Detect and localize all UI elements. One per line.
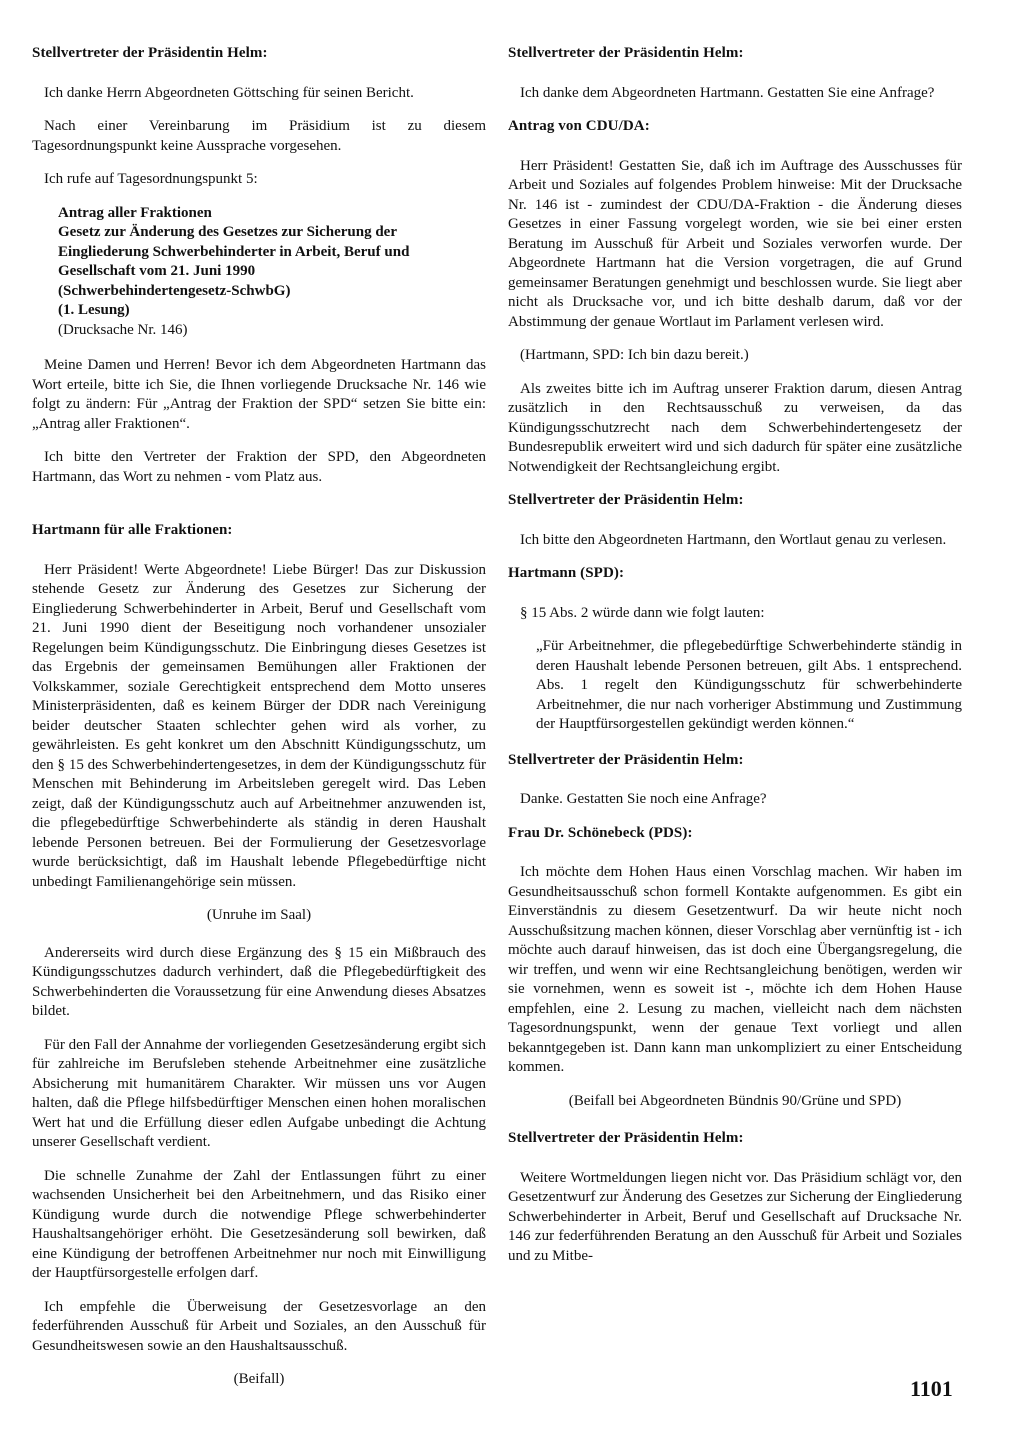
paragraph: Ich empfehle die Überweisung der Gesetzesvorlage an den federführenden Ausschuß für Arbeit und Soziales, an den Ausschuß für Gesundheitswesen sowie an den Haushaltsausschuß. [32, 1298, 486, 1354]
motion-reading: (1. Lesung) [58, 302, 130, 318]
paragraph: Ich danke Herrn Abgeordneten Göttsching für seinen Bericht. [44, 84, 414, 101]
paragraph: Andererseits wird durch diese Ergänzung des § 15 ein Mißbrauch des Kündigungsschutzes dadurch verhindert, daß die Pflegebedürftigkeit des Schwerbehinderten die Voraussetzung für eine Anwendung dieses Absatzes bildet. [32, 944, 486, 1019]
speaker-heading: Stellvertreter der Präsidentin Helm: [508, 751, 744, 768]
speaker-heading: Stellvertreter der Präsidentin Helm: [508, 45, 744, 61]
paragraph: Ich rufe auf Tagesordnungspunkt 5: [44, 171, 258, 187]
speaker-heading: Frau Dr. Schönebeck (PDS): [508, 824, 693, 841]
paragraph: Ich bitte den Abgeordneten Hartmann, den Wortlaut genau zu verlesen. [520, 531, 947, 548]
paragraph: Ich bitte den Vertreter der Fraktion der SPD, den Abgeordneten Hartmann, das Wort zu nehmen - vom Platz aus. [32, 449, 486, 485]
motion-law-abbrev: (Schwerbehindertengesetz-SchwbG) [58, 282, 291, 299]
page-number: 1101 [910, 1376, 953, 1401]
paragraph: Nach einer Vereinbarung im Präsidium ist zu diesem Tagesordnungspunkt keine Aussprache vorgesehen. [32, 118, 486, 154]
interjection: (Unruhe im Saal) [206, 907, 312, 923]
speaker-heading: Hartmann (SPD): [508, 565, 625, 581]
paragraph: Ich möchte dem Hohen Haus einen Vorschlag machen. Wir haben im Gesundheitsausschuß schon formell Kontakte aufgenommen. Es gibt ein Einverständnis zu diesem Gesetzentwurf. Da wir heute nicht noch Ausschußsitzung machen können, dieser Vorschlag aber vernünftig ist - ich möchte auch darauf hinweisen, das ist doch eine Übergangsregelung, die wir treffen, und wenn wir eine Rechtsangleichung benötigen, werden wir sie vornehmen, wenn es soweit ist -, möchte ich dem Hohen Hause empfehlen, eine 2. Lesung zu machen, vielleicht nach dem nächsten Tagesordnungspunkt, wenn der genaue Text vorliegt und allen bekanntgegeben ist. Dann kann man unkompliziert zu einer Entscheidung kommen. [508, 864, 962, 1075]
speaker-heading: Antrag von CDU/DA: [508, 118, 650, 134]
interjection: (Hartmann, SPD: Ich bin dazu bereit.) [520, 347, 749, 363]
paragraph: § 15 Abs. 2 würde dann wie folgt lauten: [520, 604, 765, 621]
interjection: (Beifall) [233, 1371, 285, 1387]
speaker-heading: Hartmann für alle Fraktionen: [32, 522, 233, 538]
speaker-heading: Stellvertreter der Präsidentin Helm: [508, 492, 744, 508]
paragraph: Die schnelle Zunahme der Zahl der Entlassungen führt zu einer wachsenden Unsicherheit bei den Arbeitnehmern, und das Risiko einer Kündigung wurde durch die notwendige Pflege schwerbehinderter Haushaltsangehöriger erhöht. Die Gesetzesänderung soll bewirken, daß eine Kündigung der betroffenen Arbeitnehmer nur noch mit Einwilligung der Hauptfürsorgestelle erfolgen darf. [32, 1167, 486, 1281]
quoted-law-text: „Für Arbeitnehmer, die pflegebedürftige Schwerbehinderte ständig in deren Haushalt lebende Personen betreuen, gilt Abs. 1 entsprechend. Abs. 1 regelt den Kündigungsschutz für schwerbehinderte Arbeitnehmer, die nur nach vorheriger Abstimmung und Zustimmung der Hauptfürsorgestellen gekündigt werden können.“ [536, 638, 962, 732]
motion-title: Antrag aller Fraktionen [58, 204, 212, 221]
paragraph: Herr Präsident! Gestatten Sie, daß ich im Auftrage des Ausschusses für Arbeit und Soziales auf folgendes Problem hinweise: Mit der Drucksache Nr. 146 ist - zumindest der CDU/DA-Fraktion - die Änderung dieses Gesetzes in einer Fassung vorgelegt worden, wie sie bei einer ersten Beratung im Ausschuß für Arbeit und Soziales verworfen wurde. Der Abgeordnete Hartmann hat die Version vorgetragen, die auf Grund gemeinsamer Beratungen genehmigt und beschlossen wurde. Sie liegt aber nicht als Drucksache vor, und ich bitte deshalb darum, daß vor der Abstimmung der genaue Wortlaut im Parlament verlesen wird. [508, 157, 962, 330]
paragraph: Danke. Gestatten Sie noch eine Anfrage? [520, 791, 767, 807]
interjection: (Beifall bei Abgeordneten Bündnis 90/Grüne und SPD) [568, 1092, 902, 1109]
motion-block [58, 204, 486, 341]
speaker-heading: Stellvertreter der Präsidentin Helm: [508, 1130, 744, 1146]
paragraph: Für den Fall der Annahme der vorliegenden Gesetzesänderung ergibt sich für zahlreiche im Berufsleben stehende Arbeitnehmer eine zusätzliche Absicherung mit humanitärem Charakter. Wir müssen uns vor Augen halten, daß die Pflege hilfsbedürftiger Menschen einen hohen moralischen Wert hat und die Erfüllung dieser edlen Aufgabe unbedingt die Achtung unserer Gesellschaft verdient. [32, 1036, 486, 1150]
left-column [32, 44, 486, 1408]
paragraph: Weitere Wortmeldungen liegen nicht vor. Das Präsidium schlägt vor, den Gesetzentwurf zur Änderung des Gesetzes zur Sicherung der Eingliederung Schwerbehinderter in Arbeit, Beruf und Gesellschaft auf Drucksache Nr. 146 zur federführenden Beratung an den Ausschuß für Arbeit und Soziales und zu Mitbe- [508, 1169, 962, 1264]
paragraph: Ich danke dem Abgeordneten Hartmann. Gestatten Sie eine Anfrage? [520, 84, 935, 101]
motion-document-ref: (Drucksache Nr. 146) [58, 321, 188, 338]
right-column [508, 44, 962, 1280]
paragraph: Als zweites bitte ich im Auftrag unserer Fraktion darum, diesen Antrag zusätzlich in den Rechtsausschuß zu verweisen, da das Kündigungsschutzrecht nach dem Schwerbehindertengesetz der Bundesrepublik erweitert wird und sich dadurch für später eine zusätzliche Notwendigkeit der Rechtsangleichung ergibt. [508, 380, 962, 475]
motion-law-title: Gesetz zur Änderung des Gesetzes zur Sicherung der Eingliederung Schwerbehinderter in Arbeit, Beruf und Gesellschaft vom 21. Juni 1990 [58, 224, 410, 279]
paragraph: Herr Präsident! Werte Abgeordnete! Liebe Bürger! Das zur Diskussion stehende Gesetz zur Änderung des Gesetzes zur Sicherung der Eingliederung Schwerbehinderter in Arbeit, Beruf und Gesellschaft vom 21. Juni 1990 dient der Beseitigung noch vorhandener unsozialer Regelungen beim Kündigungsschutz. Die Einbringung dieses Gesetzes ist das Ergebnis der gemeinsamen Bemühungen aller Fraktionen der Volkskammer, soziale Gerechtigkeit entsprechend dem Motto unseres Ministerpräsidenten, daß es keinem Bürger der DDR nach Vereinigung beider deutscher Staaten schlechter gehen wird als vorher, zu gewährleisten. Es geht konkret um den Abschnitt Kündigungsschutz, um den § 15 des Schwerbehindertengesetzes, in dem der Kündigungsschutz für Menschen mit Behinderung im Arbeitsleben geregelt wird. Das Leben zeigt, daß der Kündigungsschutz auch auf Arbeitnehmer anzuwenden ist, die pflegebedürftige Schwerbehinderte als ständig in deren Haushalt lebende Personen betreuen. Bei der Formulierung der Gesetzesvorlage wurde berücksichtigt, daß im Haushalt lebende Pflegebedürftige nicht unbedingt Familienangehörige sein müssen. [32, 561, 486, 890]
paragraph: Meine Damen und Herren! Bevor ich dem Abgeordneten Hartmann das Wort erteile, bitte ich Sie, die Ihnen vorliegende Drucksache Nr. 146 wie folgt zu ändern: Für „Antrag der Fraktion der SPD“ setzen Sie bitte ein: „Antrag aller Fraktionen“. [32, 357, 486, 432]
speaker-heading: Stellvertreter der Präsidentin Helm: [32, 45, 268, 61]
